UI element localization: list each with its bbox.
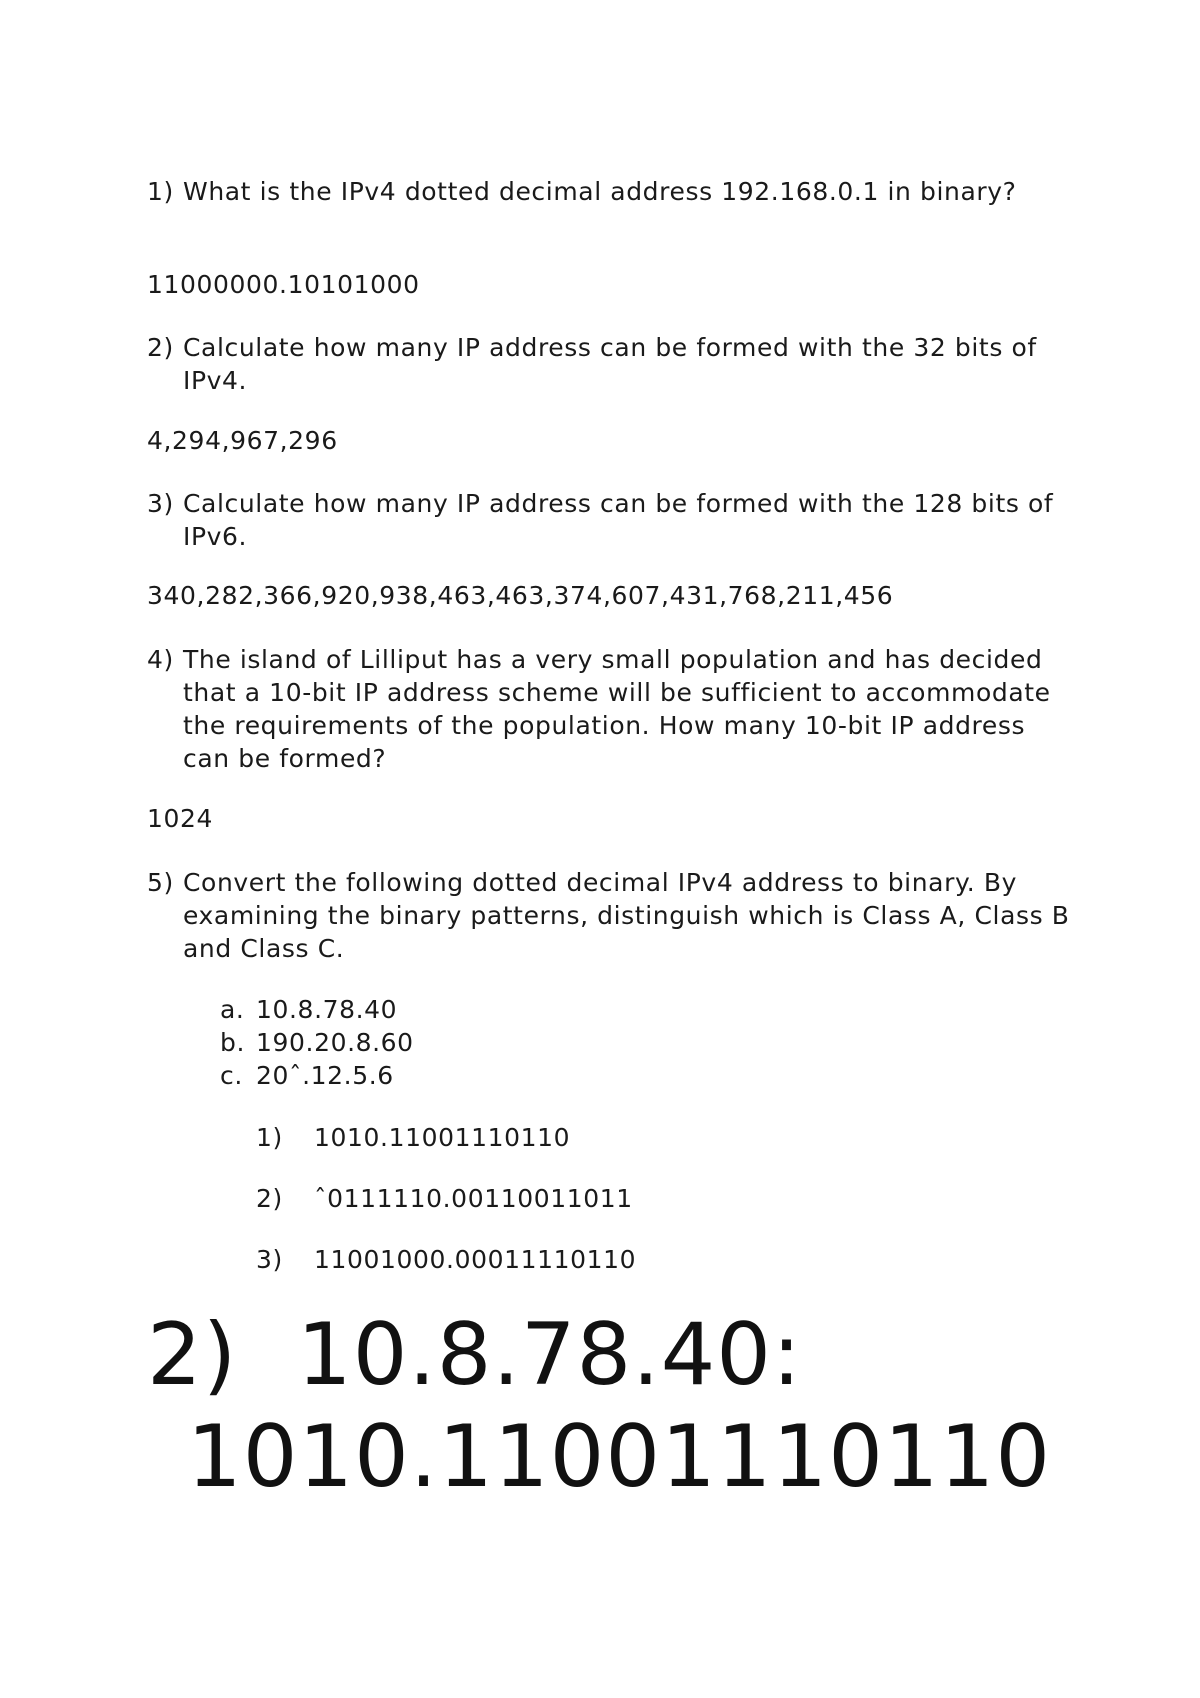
address-value: 190.20.8.60: [256, 1028, 414, 1057]
address-item-a: [220, 993, 397, 1026]
question-4: [147, 643, 1077, 775]
question-number: 2): [147, 333, 174, 362]
question-3: [147, 487, 1077, 553]
binary-answer-3: [256, 1243, 636, 1276]
big-note-line-1: [147, 1305, 802, 1405]
answer-4: 1024: [147, 804, 214, 833]
binary-value: 1010.11001110110: [314, 1123, 571, 1152]
question-text: Convert the following dotted decimal IPv4 address to binary. By examining the binary patterns, distinguish which is Class A, Class B and Class C.: [183, 868, 1070, 963]
big-note-line-2: 1010.11001110110: [187, 1407, 1052, 1507]
binary-answer-1: [256, 1121, 570, 1154]
list-label: 2): [256, 1184, 283, 1213]
big-note-address: 10.8.78.40:: [297, 1305, 802, 1405]
question-1: [147, 175, 1077, 208]
list-label: a.: [220, 995, 245, 1024]
list-label: 3): [256, 1245, 283, 1274]
list-label: b.: [220, 1028, 246, 1057]
question-number: 1): [147, 177, 174, 206]
answer-2: 4,294,967,296: [147, 426, 338, 455]
question-text: What is the IPv4 dotted decimal address 192.168.0.1 in binary?: [183, 177, 1017, 206]
question-2: [147, 331, 1077, 397]
question-text: Calculate how many IP address can be formed with the 128 bits of IPv6.: [183, 489, 1054, 551]
binary-value: 11001000.00011110110: [314, 1245, 637, 1274]
answer-3: 340,282,366,920,938,463,463,374,607,431,768,211,456: [147, 581, 894, 610]
address-item-c: [220, 1059, 394, 1092]
question-number: 3): [147, 489, 174, 518]
question-number: 4): [147, 645, 174, 674]
list-label: 1): [256, 1123, 283, 1152]
list-label: c.: [220, 1061, 243, 1090]
question-text: Calculate how many IP address can be formed with the 32 bits of IPv4.: [183, 333, 1037, 395]
question-5: [147, 866, 1077, 965]
question-number: 5): [147, 868, 174, 897]
address-value: 20ˆ.12.5.6: [256, 1061, 394, 1090]
address-value: 10.8.78.40: [256, 995, 398, 1024]
binary-answer-2: [256, 1182, 633, 1215]
question-text: The island of Lilliput has a very small population and has decided that a 10-bit IP address scheme will be sufficient to accommodate the requirements of the population. How many 10-bit IP address can be formed?: [183, 645, 1051, 773]
big-note-number: 2): [147, 1305, 238, 1405]
address-item-b: [220, 1026, 414, 1059]
answer-1: 11000000.10101000: [147, 270, 420, 299]
binary-value: ˆ0111110.00110011011: [314, 1184, 633, 1213]
